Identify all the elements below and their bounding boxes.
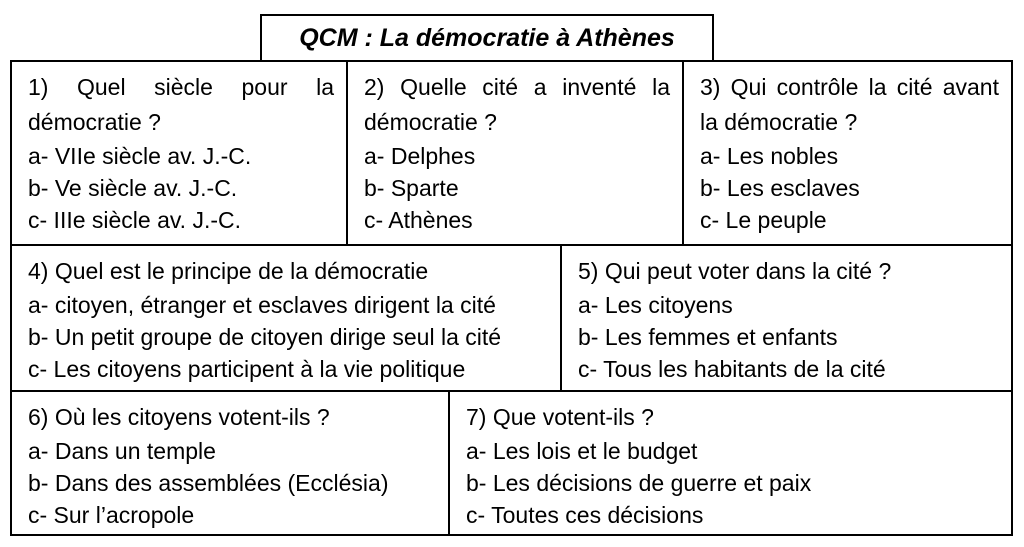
question-cell-4 — [12, 246, 560, 390]
option-b: b- Sparte — [364, 175, 459, 201]
question-text: 5) Qui peut voter dans la cité ? — [578, 258, 892, 284]
question-text: 3) Qui contrôle la cité avant la démocratie ? — [700, 74, 999, 135]
page-title: QCM : La démocratie à Athènes — [260, 14, 714, 60]
option-a: a- Delphes — [364, 143, 476, 169]
question-text: 6) Où les citoyens votent-ils ? — [28, 404, 330, 430]
option-c: c- Sur l’acropole — [28, 502, 195, 528]
question-cell-1 — [12, 62, 346, 244]
question-text: 4) Quel est le principe de la démocratie — [28, 258, 429, 284]
question-cell-2 — [346, 62, 682, 244]
quiz-table — [10, 60, 1013, 536]
option-c: c- Tous les habitants de la cité — [578, 356, 886, 382]
question-cell-5 — [560, 246, 1011, 390]
quiz-row — [12, 62, 1011, 246]
option-b: b- Les décisions de guerre et paix — [466, 470, 812, 496]
option-c: c- Le peuple — [700, 207, 827, 233]
option-a: a- Les lois et le budget — [466, 438, 698, 464]
option-b: b- Les esclaves — [700, 175, 860, 201]
option-c: c- Les citoyens participent à la vie politique — [28, 356, 466, 382]
option-b: b- Ve siècle av. J.-C. — [28, 175, 238, 201]
question-text: 7) Que votent-ils ? — [466, 404, 654, 430]
question-cell-3 — [682, 62, 1011, 244]
quiz-row — [12, 246, 1011, 392]
question-cell-7 — [448, 392, 1011, 536]
option-b: b- Un petit groupe de citoyen dirige seul la cité — [28, 324, 502, 350]
option-a: a- citoyen, étranger et esclaves dirigent la cité — [28, 292, 496, 318]
option-b: b- Les femmes et enfants — [578, 324, 838, 350]
option-a: a- Dans un temple — [28, 438, 216, 464]
option-c: c- Athènes — [364, 207, 473, 233]
option-b: b- Dans des assemblées (Ecclésia) — [28, 470, 389, 496]
question-text: 1) Quel siècle pour la démocratie ? — [28, 74, 334, 135]
option-a: a- Les citoyens — [578, 292, 733, 318]
option-a: a- Les nobles — [700, 143, 839, 169]
quiz-row — [12, 392, 1011, 536]
question-text: 2) Quelle cité a inventé la démocratie ? — [364, 74, 670, 135]
option-c: c- IIIe siècle av. J.-C. — [28, 207, 242, 233]
option-c: c- Toutes ces décisions — [466, 502, 704, 528]
option-a: a- VIIe siècle av. J.-C. — [28, 143, 252, 169]
question-cell-6 — [12, 392, 448, 536]
